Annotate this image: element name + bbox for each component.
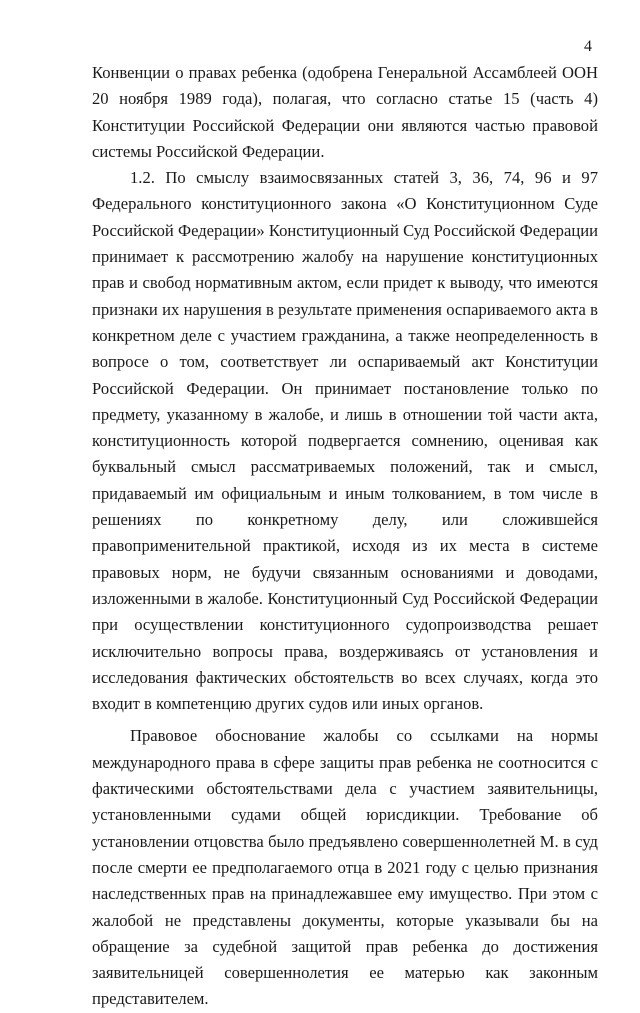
paragraph-legal-grounds: Правовое обоснование жалобы со ссылками на нормы международного права в сфере защиты прав ребенка не соотносится с фактическими обстоятельствами дела с участием заявительницы, установленными судами общей юрисдикции. Требование об установлении отцовства было предъявлено совершеннолетней М. в суд после смерти ее предполагаемого отца в 2021 году с целью признания наследственных прав на принадлежавшее ему имущество. При этом с жалобой не представлены документы, которые указывали бы на обращение за судебной защитой прав ребенка до достижения заявительницей совершеннолетия ее матерью как законным представителем.	[92, 726, 598, 1009]
document-body	[92, 60, 598, 1013]
page-number: 4	[584, 38, 592, 55]
paragraph-continuation: Конвенции о правах ребенка (одобрена Генеральной Ассамблеей ООН 20 ноября 1989 года), полагая, что согласно статье 15 (часть 4) Конституции Российской Федерации они являются частью правовой системы Российской Федерации.	[92, 63, 598, 161]
paragraph-1-2: 1.2. По смыслу взаимосвязанных статей 3, 36, 74, 96 и 97 Федерального конституционного закона «О Конституционном Суде Российской Федерации» Конституционный Суд Российской Федерации принимает к рассмотрению жалобу на нарушение конституционных прав и свобод нормативным актом, если придет к выводу, что имеются признаки их нарушения в результате применения оспариваемого акта в конкретном деле с участием гражданина, а также неопределенность в вопросе о том, соответствует ли оспариваемый акт Конституции Российской Федерации. Он принимает постановление только по предмету, указанному в жалобе, и лишь в отношении той части акта, конституционность которой подвергается сомнению, оценивая как буквальный смысл рассматриваемых положений, так и смысл, придаваемый им официальным и иным толкованием, в том числе в решениях по конкретному делу, или сложившейся правоприменительной практикой, исходя из их места в системе правовых норм, не будучи связанным основаниями и доводами, изложенными в жалобе. Конституционный Суд Российской Федерации при осуществлении конституционного судопроизводства решает исключительно вопросы права, воздерживаясь от установления и исследования фактических обстоятельств во всех случаях, когда это входит в компетенцию других судов или иных органов.	[92, 168, 598, 714]
